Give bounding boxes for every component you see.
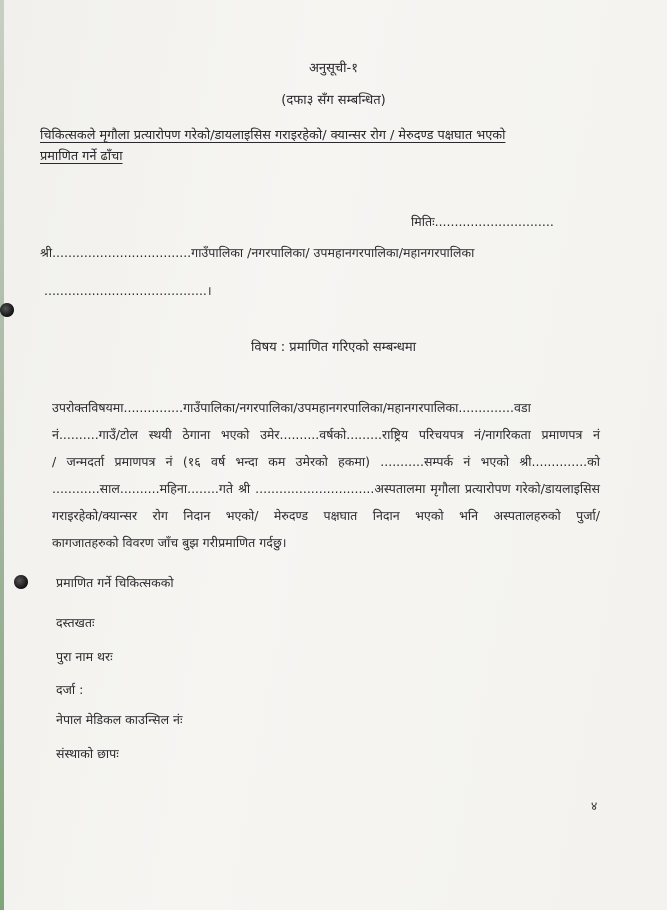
document-title-line-2: प्रमाणित गर्ने ढाँचा [40, 149, 123, 164]
rank-field: दर्जा : [56, 682, 84, 697]
body-line: गराइरहेको/क्यान्सर रोग निदान भएको/ मेरुदण्ड पक्षघात निदान भएको भनि अस्पतालहरुको पुर्जा/ [52, 508, 600, 523]
certifier-heading: प्रमाणित गर्ने चिकित्सकको [56, 575, 174, 590]
body-line: उपरोक्तविषयमा...............गाउँपालिका/नगरपालिका/उपमहानगरपालिका/महानगरपालिका..............वडा [52, 400, 531, 415]
body-line: नं..........गाउँ/टोल स्थयी ठेगाना भएको उमेर..........वर्षको.........राष्ट्रिय परिचयपत्र नं/नागरिकता प्रमाणपत्र नं [52, 427, 600, 442]
subject-line: विषय : प्रमाणित गरिएको सम्बन्धमा [251, 340, 416, 355]
full-name-field: पुरा नाम थरः [56, 649, 113, 664]
addressee-blank: .........................................। [44, 283, 212, 298]
body-line: कागजातहरुको विवरण जाँच बुझ गरीप्रमाणित गर्दछु। [52, 535, 287, 550]
annex-heading: अनुसूची-१ [308, 61, 358, 76]
punch-hole-icon [0, 303, 14, 317]
body-line: ............साल..........महिना........गते श्री ..............................अस्पतालमा मृगौला प्रत्यारोपण गरेको/डायलाइसिस [52, 481, 600, 496]
signature-field: दस्तखतः [56, 615, 95, 630]
page-number: ४ [591, 799, 598, 813]
body-line: / जन्मदर्ता प्रमाणपत्र नं (१६ वर्ष भन्दा कम उमेरको हकमा) ...........सम्पर्क नं भएको श्री..............को [52, 454, 600, 469]
section-reference: (दफा३ सँग सम्बन्धित) [281, 93, 386, 108]
page-edge [0, 0, 4, 910]
addressee-line: श्री...................................गाउँपालिका /नगरपालिका/ उपमहानगरपालिका/महानगरपालिका [40, 245, 475, 260]
nmc-number-field: नेपाल मेडिकल काउन्सिल नंः [56, 712, 183, 727]
body-paragraph [52, 394, 600, 556]
document-title-line-1: चिकित्सकले मृगौला प्रत्यारोपण गरेको/डायलाइसिस गराइरहेको/ क्यान्सर रोग / मेरुदण्ड पक्षघात भएको [40, 128, 506, 143]
punch-hole-icon [14, 575, 28, 589]
institution-stamp-field: संस्थाको छापः [56, 746, 119, 761]
date-field: मितिः.............................. [411, 214, 554, 229]
